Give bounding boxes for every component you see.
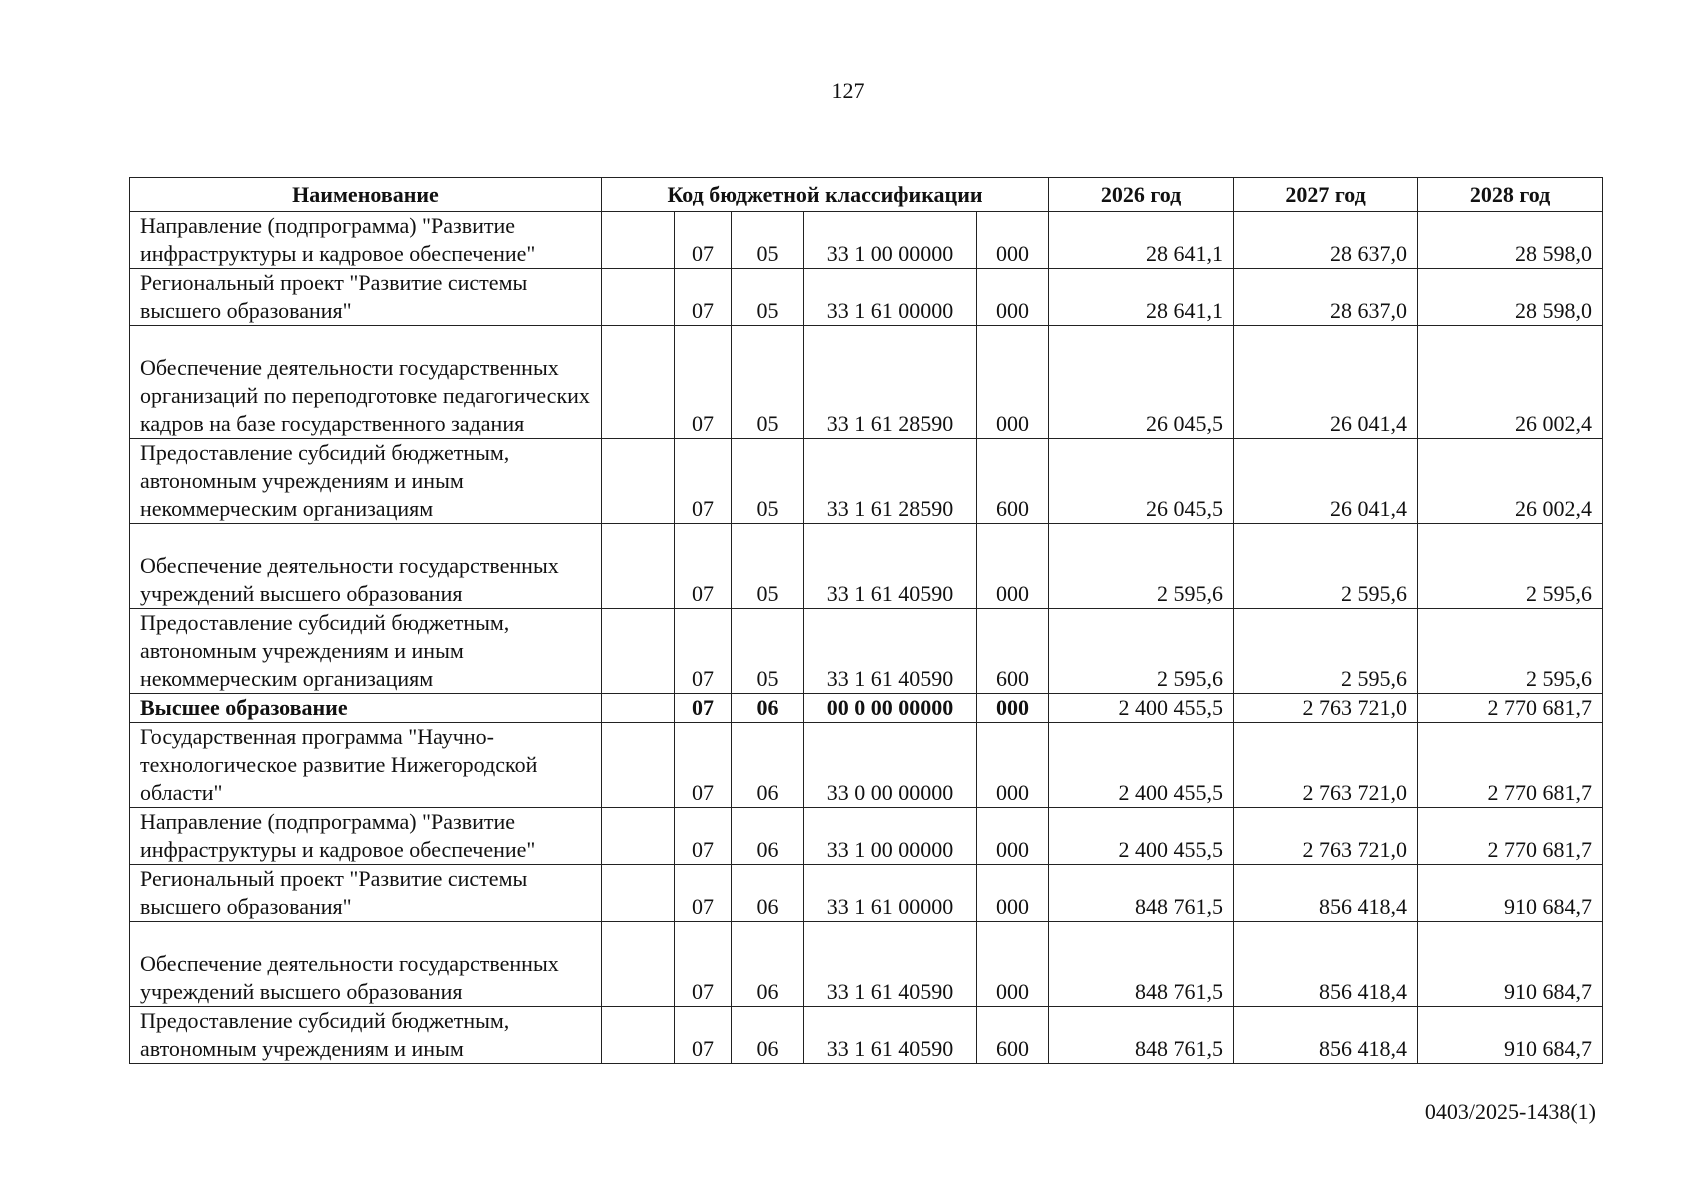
row-target-code: 33 1 61 40590	[804, 609, 977, 694]
table-row	[130, 326, 1603, 439]
row-target-code: 33 1 61 00000	[804, 865, 977, 922]
page-number: 127	[831, 78, 865, 103]
row-subsection-code: 06	[732, 865, 804, 922]
row-subsection-code: 06	[732, 808, 804, 865]
empty-cell	[602, 439, 675, 524]
row-value-2026: 26 045,5	[1049, 326, 1234, 439]
row-section-code: 07	[675, 326, 732, 439]
row-subsection-code: 05	[732, 212, 804, 269]
row-value-2027: 2 763 721,0	[1234, 808, 1418, 865]
row-expense-type-code: 000	[977, 723, 1049, 808]
row-value-2027: 856 418,4	[1234, 865, 1418, 922]
header-2028: 2028 год	[1418, 178, 1603, 212]
row-target-code: 33 0 00 00000	[804, 723, 977, 808]
row-value-2026: 2 400 455,5	[1049, 694, 1234, 723]
row-expense-type-code: 000	[977, 326, 1049, 439]
row-section-code: 07	[675, 694, 732, 723]
table-row	[130, 723, 1603, 808]
row-target-code: 00 0 00 00000	[804, 694, 977, 723]
row-subsection-code: 06	[732, 922, 804, 1007]
table-row	[130, 212, 1603, 269]
row-value-2028: 26 002,4	[1418, 326, 1603, 439]
row-value-2027: 26 041,4	[1234, 326, 1418, 439]
row-value-2026: 848 761,5	[1049, 922, 1234, 1007]
header-code: Код бюджетной классификации	[602, 178, 1049, 212]
row-expense-type-code: 000	[977, 808, 1049, 865]
table-row	[130, 1007, 1603, 1064]
empty-cell	[602, 326, 675, 439]
row-value-2027: 28 637,0	[1234, 212, 1418, 269]
row-value-2028: 26 002,4	[1418, 439, 1603, 524]
row-value-2026: 26 045,5	[1049, 439, 1234, 524]
row-section-code: 07	[675, 865, 732, 922]
row-section-code: 07	[675, 269, 732, 326]
empty-cell	[602, 1007, 675, 1064]
row-value-2028: 910 684,7	[1418, 865, 1603, 922]
header-name: Наименование	[130, 178, 602, 212]
row-value-2027: 28 637,0	[1234, 269, 1418, 326]
row-value-2028: 910 684,7	[1418, 922, 1603, 1007]
empty-cell	[602, 865, 675, 922]
row-expense-type-code: 600	[977, 439, 1049, 524]
row-value-2026: 28 641,1	[1049, 212, 1234, 269]
row-name: Обеспечение деятельности государственных учреждений высшего образования	[130, 922, 602, 1007]
row-expense-type-code: 600	[977, 1007, 1049, 1064]
row-name: Предоставление субсидий бюджетным, автономным учреждениям и иным	[130, 1007, 602, 1064]
row-expense-type-code: 000	[977, 269, 1049, 326]
empty-cell	[602, 694, 675, 723]
row-value-2027: 26 041,4	[1234, 439, 1418, 524]
row-subsection-code: 05	[732, 609, 804, 694]
row-subsection-code: 06	[732, 694, 804, 723]
row-name: Региональный проект "Развитие системы высшего образования"	[130, 865, 602, 922]
row-value-2026: 2 400 455,5	[1049, 808, 1234, 865]
row-name: Обеспечение деятельности государственных учреждений высшего образования	[130, 524, 602, 609]
table-row	[130, 524, 1603, 609]
table-row	[130, 865, 1603, 922]
row-value-2026: 848 761,5	[1049, 865, 1234, 922]
row-value-2028: 2 595,6	[1418, 524, 1603, 609]
empty-cell	[602, 609, 675, 694]
row-name: Направление (подпрограмма) "Развитие инфраструктуры и кадровое обеспечение"	[130, 808, 602, 865]
row-value-2028: 2 595,6	[1418, 609, 1603, 694]
row-subsection-code: 05	[732, 269, 804, 326]
row-target-code: 33 1 61 00000	[804, 269, 977, 326]
row-section-code: 07	[675, 808, 732, 865]
row-subsection-code: 05	[732, 439, 804, 524]
row-value-2027: 856 418,4	[1234, 1007, 1418, 1064]
row-target-code: 33 1 61 40590	[804, 524, 977, 609]
table-row	[130, 922, 1603, 1007]
row-value-2027: 2 763 721,0	[1234, 694, 1418, 723]
row-name: Обеспечение деятельности государственных организаций по переподготовке педагогических кадров на базе государственного задания	[130, 326, 602, 439]
empty-cell	[602, 723, 675, 808]
empty-cell	[602, 524, 675, 609]
row-value-2026: 28 641,1	[1049, 269, 1234, 326]
row-name: Предоставление субсидий бюджетным, автономным учреждениям и иным некоммерческим организациям	[130, 439, 602, 524]
row-expense-type-code: 000	[977, 212, 1049, 269]
header-2026: 2026 год	[1049, 178, 1234, 212]
document-id: 0403/2025-1438(1)	[1424, 1099, 1596, 1124]
row-expense-type-code: 000	[977, 922, 1049, 1007]
row-target-code: 33 1 00 00000	[804, 212, 977, 269]
row-target-code: 33 1 61 28590	[804, 439, 977, 524]
row-expense-type-code: 000	[977, 865, 1049, 922]
row-value-2027: 2 595,6	[1234, 609, 1418, 694]
empty-cell	[602, 269, 675, 326]
row-name: Высшее образование	[130, 694, 602, 723]
row-section-code: 07	[675, 609, 732, 694]
row-target-code: 33 1 61 28590	[804, 326, 977, 439]
row-subsection-code: 06	[732, 1007, 804, 1064]
row-value-2028: 28 598,0	[1418, 212, 1603, 269]
row-value-2028: 2 770 681,7	[1418, 723, 1603, 808]
row-value-2027: 2 595,6	[1234, 524, 1418, 609]
row-expense-type-code: 600	[977, 609, 1049, 694]
row-subsection-code: 06	[732, 723, 804, 808]
budget-table	[129, 177, 1603, 1064]
row-value-2027: 2 763 721,0	[1234, 723, 1418, 808]
row-target-code: 33 1 61 40590	[804, 922, 977, 1007]
row-value-2028: 2 770 681,7	[1418, 694, 1603, 723]
header-2027: 2027 год	[1234, 178, 1418, 212]
table-header-row	[130, 178, 1603, 212]
row-expense-type-code: 000	[977, 694, 1049, 723]
row-name: Направление (подпрограмма) "Развитие инфраструктуры и кадровое обеспечение"	[130, 212, 602, 269]
row-target-code: 33 1 00 00000	[804, 808, 977, 865]
row-name: Предоставление субсидий бюджетным, автономным учреждениям и иным некоммерческим организациям	[130, 609, 602, 694]
row-name: Государственная программа "Научно-технологическое развитие Нижегородской области"	[130, 723, 602, 808]
row-value-2028: 910 684,7	[1418, 1007, 1603, 1064]
row-section-code: 07	[675, 922, 732, 1007]
empty-cell	[602, 212, 675, 269]
row-target-code: 33 1 61 40590	[804, 1007, 977, 1064]
row-section-code: 07	[675, 439, 732, 524]
table-row	[130, 269, 1603, 326]
row-section-code: 07	[675, 723, 732, 808]
table-row	[130, 808, 1603, 865]
row-section-code: 07	[675, 1007, 732, 1064]
row-expense-type-code: 000	[977, 524, 1049, 609]
row-section-code: 07	[675, 212, 732, 269]
table-row	[130, 439, 1603, 524]
row-value-2026: 2 595,6	[1049, 524, 1234, 609]
row-name: Региональный проект "Развитие системы высшего образования"	[130, 269, 602, 326]
row-section-code: 07	[675, 524, 732, 609]
row-value-2026: 2 400 455,5	[1049, 723, 1234, 808]
row-value-2026: 848 761,5	[1049, 1007, 1234, 1064]
row-value-2028: 28 598,0	[1418, 269, 1603, 326]
row-value-2028: 2 770 681,7	[1418, 808, 1603, 865]
row-subsection-code: 05	[732, 524, 804, 609]
row-subsection-code: 05	[732, 326, 804, 439]
table-row	[130, 609, 1603, 694]
row-value-2027: 856 418,4	[1234, 922, 1418, 1007]
row-value-2026: 2 595,6	[1049, 609, 1234, 694]
empty-cell	[602, 808, 675, 865]
empty-cell	[602, 922, 675, 1007]
table-row-section-total	[130, 694, 1603, 723]
